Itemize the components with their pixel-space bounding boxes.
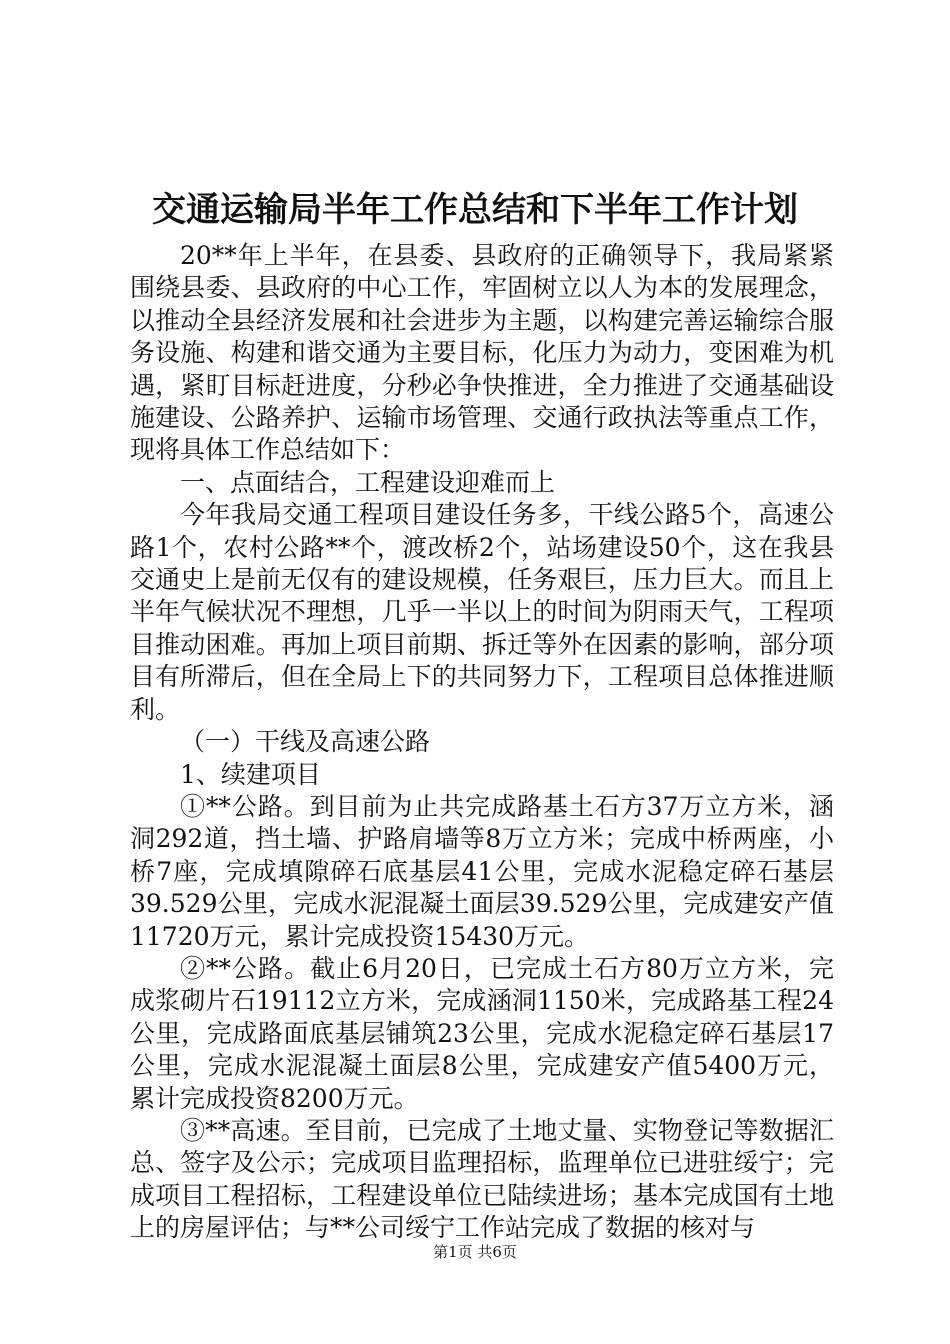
- document-body: [130, 240, 834, 1245]
- paragraph-project-2: ②**公路。截止6月20日，已完成土石方80万立方米，完成浆砌片石19112立方米，完成涵洞1150米，完成路基工程24公里，完成路面底基层铺筑23公里，完成水泥稳定碎石基层17公里，完成水泥混凝土面层8公里，完成建安产值5400万元，累计完成投资8200万元。: [130, 953, 834, 1113]
- subsection-heading-1: （一）干线及高速公路: [180, 727, 431, 757]
- document-title: 交通运输局半年工作总结和下半年工作计划: [152, 190, 798, 230]
- paragraph-intro: 20**年上半年，在县委、县政府的正确领导下，我局紧紧围绕县委、县政府的中心工作，牢固树立以人为本的发展理念，以推动全县经济发展和社会进步为主题，以构建完善运输综合服务设施、构建和谐交通为主要目标，化压力为动力，变困难为机遇，紧盯目标赶进度，分秒必争快推进，全力推进了交通基础设施建设、公路养护、运输市场管理、交通行政执法等重点工作，现将具体工作总结如下：: [130, 241, 834, 465]
- paragraph-project-1: ①**公路。到目前为止共完成路基土石方37万立方米，涵洞292道，挡土墙、护路肩墙等8万立方米；完成中桥两座，小桥7座，完成填隙碎石底基层41公里，完成水泥稳定碎石基层39.529公里，完成水泥混凝土面层39.529公里，完成建安产值11720万元，累计完成投资15430万元。: [130, 791, 834, 951]
- section-heading-1: 一、点面结合，工程建设迎难而上: [180, 467, 556, 497]
- paragraph-project-3: ③**高速。至目前，已完成了土地丈量、实物登记等数据汇总、签字及公示；完成项目监理招标，监理单位已进驻绥宁；完成项目工程招标，工程建设单位已陆续进场；基本完成国有土地上的房屋评估；与**公司绥宁工作站完成了数据的核对与: [130, 1115, 834, 1243]
- paragraph-section-1: 今年我局交通工程项目建设任务多，干线公路5个，高速公路1个，农村公路**个，渡改桥2个，站场建设50个，这在我县交通史上是前无仅有的建设规模，任务艰巨，压力巨大。而且上半年气候状况不理想，几乎一半以上的时间为阴雨天气，工程项目推动困难。再加上项目前期、拆迁等外在因素的影响，部分项目有所滞后，但在全局上下的共同努力下，工程项目总体推进顺利。: [130, 500, 834, 724]
- item-heading-1: 1、续建项目: [180, 759, 321, 789]
- page-footer: 第1页 共6页: [433, 1243, 517, 1261]
